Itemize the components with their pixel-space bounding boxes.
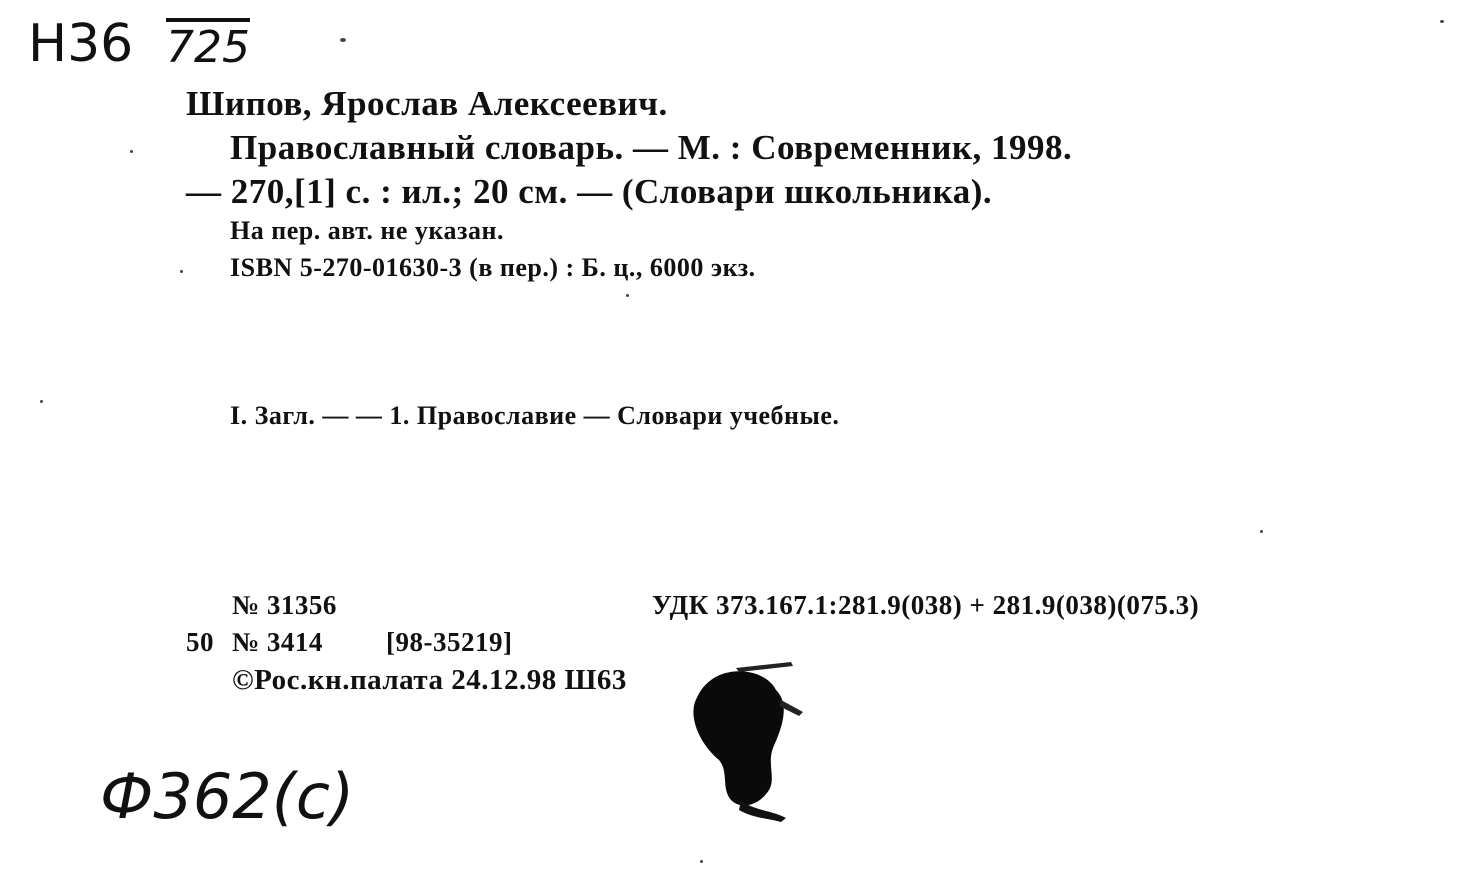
udc-classification: УДК 373.167.1:281.9(038) + 281.9(038)(075.3) [652, 590, 1200, 620]
book-chamber-line: ©Рос.кн.палата 24.12.98 Ш63 [232, 664, 627, 696]
physical-description: — 270,[1] с. : ил.; 20 см. — (Словари школьника). [186, 172, 993, 211]
scan-speck [180, 270, 183, 273]
author-heading: Шипов, Ярослав Алексеевич. [186, 84, 668, 123]
handwritten-bottom-code: Ф362(с) [100, 760, 355, 833]
ink-blot [681, 660, 811, 830]
tracings-line: I. Загл. — — 1. Православие — Словари учебные. [230, 401, 840, 430]
card-prefix: 50 [186, 627, 214, 657]
scan-speck [626, 294, 629, 297]
scan-speck [340, 38, 346, 42]
title-statement: Православный словарь. — М. : Современник, 1998. [230, 128, 1073, 167]
handwritten-shelf-mark: Н36 [28, 14, 134, 74]
scan-speck [1260, 530, 1263, 533]
record-number: № 31356 [232, 590, 337, 620]
order-number: [98-35219] [386, 627, 513, 657]
scan-speck [130, 150, 133, 153]
scan-speck [700, 860, 703, 863]
card-number: № 3414 [232, 627, 323, 657]
note-line: На пер. авт. не указан. [230, 216, 504, 245]
scan-speck [1440, 20, 1444, 23]
isbn-line: ISBN 5-270-01630-3 (в пер.) : Б. ц., 6000 экз. [230, 253, 756, 282]
handwritten-shelf-number: 725 [166, 22, 250, 73]
scan-speck [40, 400, 43, 403]
